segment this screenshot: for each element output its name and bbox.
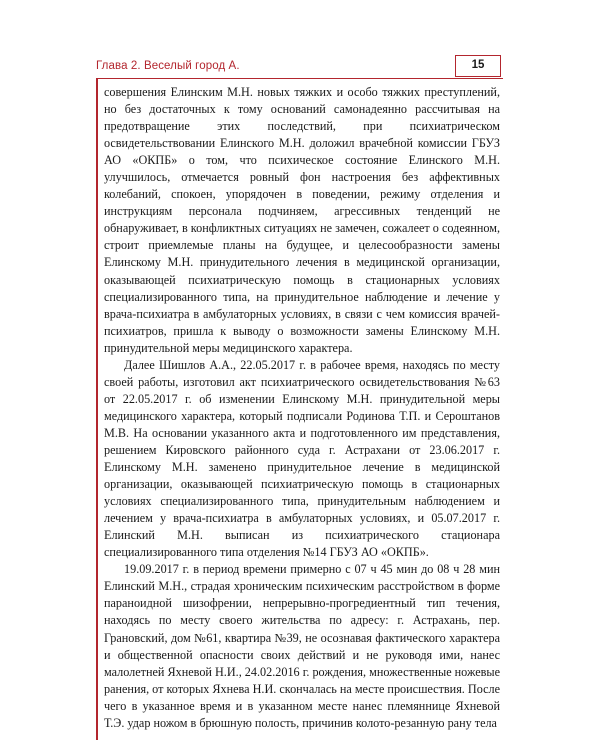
paragraph-2: Далее Шишлов А.А., 22.05.2017 г. в рабочее время, находясь по месту своей работы, изготовил акт психиатрического освидетельствования №63 от 22.05.2017 г. об изменении Елинскому М.Н. принудительной меры медицинского характера, который подписали Родинова Т.П. и Сероштанов М.В. На основании указанного акта и подготовленного им представления, решением Кировского районного суда г. Астрахани от 23.06.2017 г. Елинскому М.Н. заменено принудительное лечение в медицинской организации, оказывающей психиатрическую помощь в стационарных условиях специализированного типа, принудительным наблюдением и лечением у врача-психиатра в амбулаторных условиях, и 05.07.2017 г. Елинский М.Н. выписан из психиатрического стационара специализированного типа отделения №14 ГБУЗ АО «ОКПБ». — [104, 357, 500, 560]
paragraph-1: совершения Елинским М.Н. новых тяжких и особо тяжких преступлений, но без достаточных к тому оснований самонадеянно рассчитывая на предотвращение этих последствий, при психиатрическом освидетельствовании Елинского М.Н. доложил врачебной комиссии ГБУЗ АО «ОКПБ» о том, что психическое состояние Елинского М.Н. улучшилось, отмечается ровный фон настроения без аффективных колебаний, спокоен, упорядочен в поведении, режиму отделения и инструкциям персонала подчиняем, агрессивных тенденций не обнаруживает, в конфликтных ситуациях не замечен, сожалеет о содеянном, строит приемлемые планы на будущее, и целесообразности замены Елинскому М.Н. принудительного лечения в медицинской организации, оказывающей психиатрическую помощь в стационарных условиях специализированного типа, на принудительное наблюдение и лечение у врача-психиатра в амбулаторных условиях, в связи с чем комиссия врачей-психиатров, пришла к выводу о возможности замены Елинскому М.Н. принудительной меры медицинского характера. — [104, 85, 500, 355]
page-number: 15 — [455, 55, 501, 77]
paragraph-3: 19.09.2017 г. в период времени примерно с 07 ч 45 мин до 08 ч 28 мин Елинский М.Н., страдая хроническим психическим расстройством в форме параноидной шизофрении, непрерывно-прогредиентный тип течения, находясь по месту своего жительства по адресу: г. Астрахань, пер. Грановский, дом №61, квартира №39, не осознавая фактического характера и общественной опасности своих действий и не руководя ими, нанес малолетней Яхневой Н.И., 24.02.2016 г. рождения, множественные ножевые ранения, от которых Яхнева Н.И. скончалась на месте происшествия. После чего в указанное время и в указанном месте нанес племяннице Яхневой Т.Э. удар ножом в брюшную полость, причинив колото-резанную рану тела — [104, 562, 500, 730]
chapter-title: Глава 2. Веселый город А. — [96, 60, 240, 72]
margin-rule — [96, 78, 98, 740]
body-text — [104, 84, 500, 732]
header-divider — [96, 78, 503, 79]
